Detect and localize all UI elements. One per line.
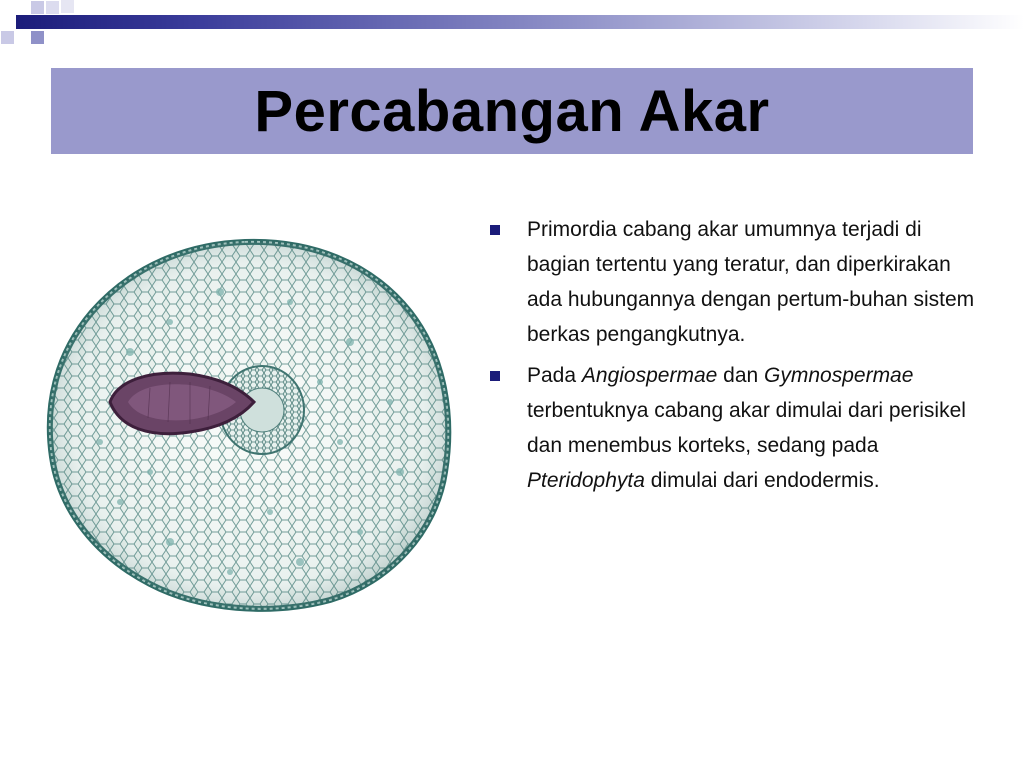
slide-title: Percabangan Akar [254, 78, 770, 144]
taxon-gymnospermae: Gymnospermae [764, 364, 914, 387]
bullet-text: Pada Angiospermae dan Gymnospermae terbentuknya cabang akar dimulai dari perisikel dan menembus korteks, sedang pada Pteridophyta dimulai dari endodermis. [527, 364, 966, 492]
deco-square [61, 0, 74, 13]
taxon-angiospermae: Angiospermae [581, 364, 718, 387]
bullet-list [488, 212, 978, 504]
deco-square [31, 1, 44, 14]
deco-square [1, 31, 14, 44]
taxon-pteridophyta: Pteridophyta [527, 469, 645, 492]
bullet-item [488, 212, 978, 352]
bullet-item [488, 358, 978, 498]
bullet-marker-icon [490, 225, 500, 235]
deco-square [46, 1, 59, 14]
bullet-text: Primordia cabang akar umumnya terjadi di bagian tertentu yang teratur, dan diperkirakan ada hubungannya dengan pertum-buhan sistem berkas pengangkutnya. [527, 218, 975, 346]
title-band [51, 68, 973, 154]
root-cross-section-image [40, 232, 460, 616]
header-gradient-rule [16, 15, 1024, 29]
deco-square [31, 31, 44, 44]
bullet-marker-icon [490, 371, 500, 381]
